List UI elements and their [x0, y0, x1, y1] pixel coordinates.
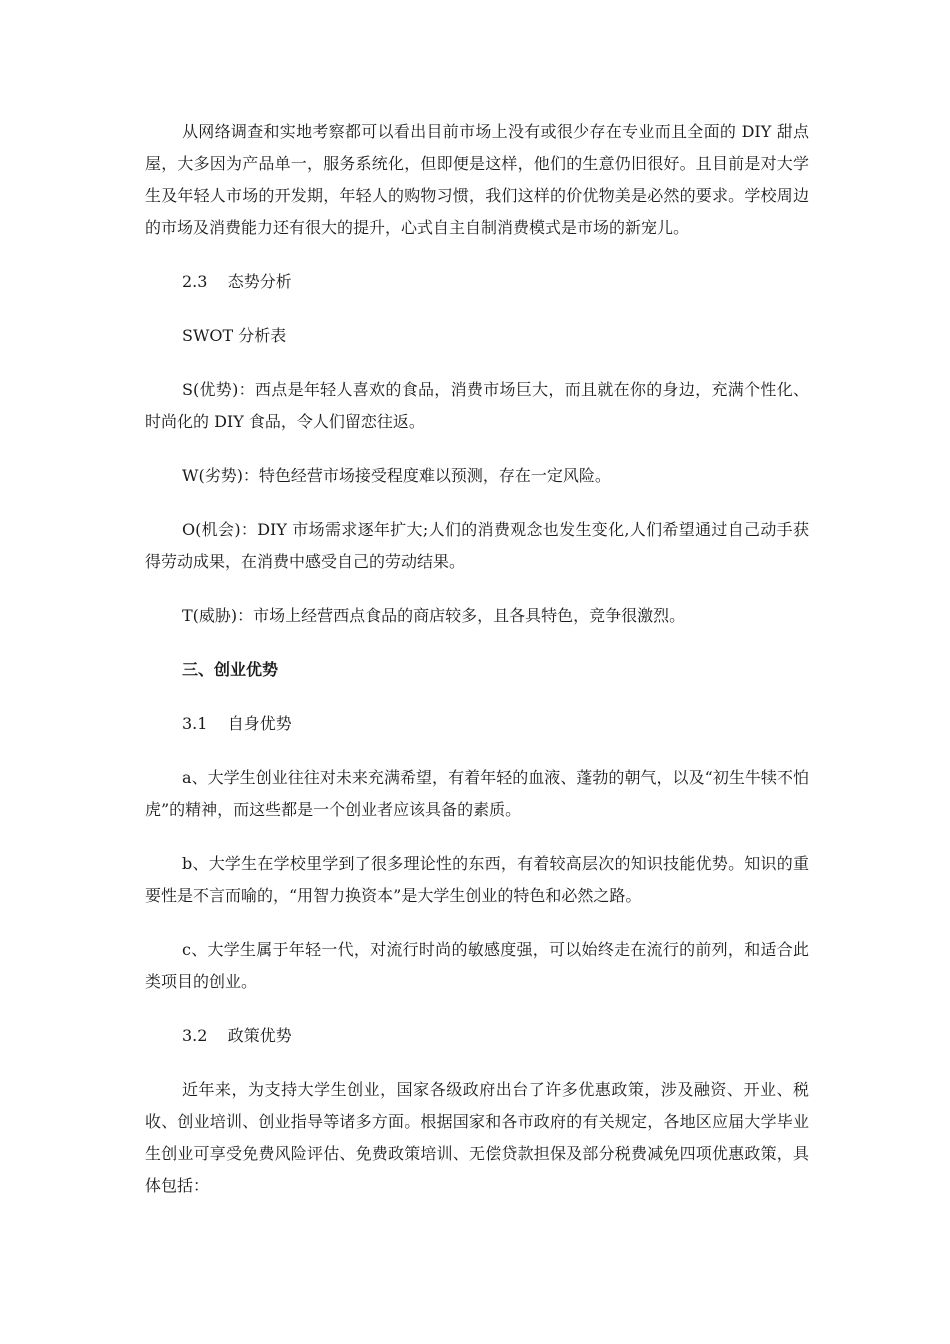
swot-threats: T(威胁)：市场上经营西点食品的商店较多，且各具特色，竞争很激烈。 — [182, 606, 686, 625]
section-heading-2-3: 2.3 态势分析 — [182, 272, 292, 291]
section-heading-3-2: 3.2 政策优势 — [182, 1026, 292, 1045]
advantage-item-b: b、大学生在学校里学到了很多理论性的东西，有着较高层次的知识技能优势。知识的重要性是不言而喻的，“用智力换资本”是大学生创业的特色和必然之路。 — [145, 854, 809, 905]
section-heading-3-1: 3.1 自身优势 — [182, 714, 292, 733]
advantage-item-c: c、大学生属于年轻一代，对流行时尚的敏感度强，可以始终走在流行的前列，和适合此类项目的创业。 — [145, 940, 809, 991]
section-heading-3: 三、创业优势 — [182, 660, 279, 679]
swot-table-title: SWOT 分析表 — [182, 326, 287, 345]
paragraph-market-observation: 从网络调查和实地考察都可以看出目前市场上没有或很少存在专业而且全面的 DIY 甜点屋，大多因为产品单一，服务系统化，但即便是这样，他们的生意仍旧很好。且目前是对大学生及年轻人市场的开发期，年轻人的购物习惯，我们这样的价优物美是必然的要求。学校周边的市场及消费能力还有很大的提升，心式自主自制消费模式是市场的新宠儿。 — [145, 122, 809, 237]
swot-weaknesses: W(劣势)：特色经营市场接受程度难以预测，存在一定风险。 — [182, 466, 611, 485]
document-body — [145, 116, 809, 1224]
swot-strengths: S(优势)：西点是年轻人喜欢的食品，消费市场巨大，而且就在你的身边，充满个性化、时尚化的 DIY 食品，令人们留恋往返。 — [145, 380, 809, 431]
policy-paragraph: 近年来，为支持大学生创业，国家各级政府出台了许多优惠政策，涉及融资、开业、税收、创业培训、创业指导等诸多方面。根据国家和各市政府的有关规定，各地区应届大学毕业生创业可享受免费风险评估、免费政策培训、无偿贷款担保及部分税费减免四项优惠政策，具体包括： — [145, 1080, 809, 1195]
swot-opportunities: O(机会)：DIY 市场需求逐年扩大;人们的消费观念也发生变化,人们希望通过自己动手获得劳动成果，在消费中感受自己的劳动结果。 — [145, 520, 809, 571]
advantage-item-a: a、大学生创业往往对未来充满希望，有着年轻的血液、蓬勃的朝气，以及“初生牛犊不怕虎”的精神，而这些都是一个创业者应该具备的素质。 — [145, 768, 809, 819]
